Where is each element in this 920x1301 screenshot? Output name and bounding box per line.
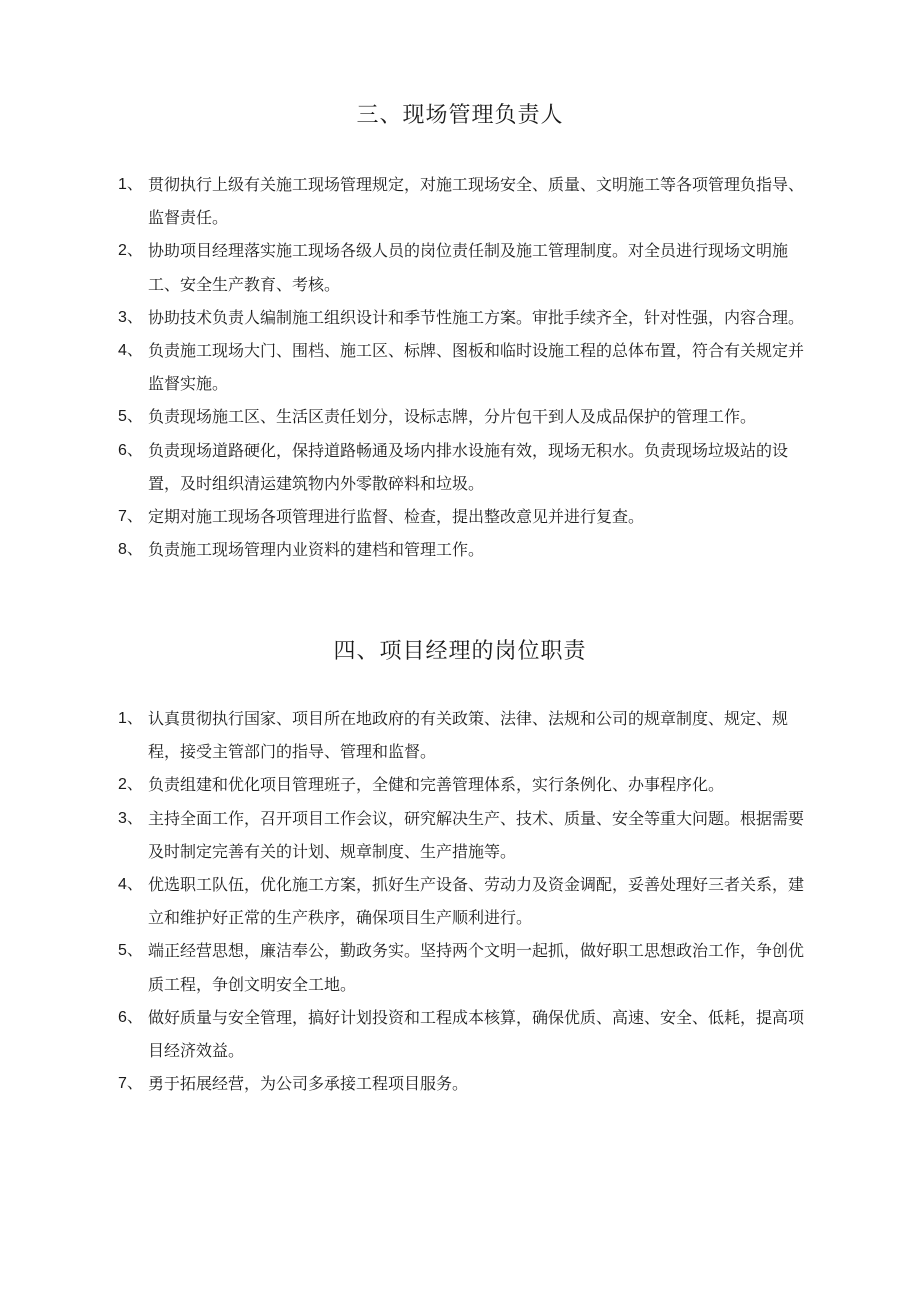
item-number: 7、 (118, 508, 143, 526)
list-item (118, 168, 818, 234)
list-item (118, 1067, 818, 1100)
item-text: 协助技术负责人编制施工组织设计和季节性施工方案。审批手续齐全，针对性强，内容合理。 (148, 307, 805, 327)
item-text: 负责组建和优化项目管理班子，全健和完善管理体系，实行条例化、办事程序化。 (148, 775, 725, 795)
list-item (118, 434, 818, 500)
item-number: 5、 (118, 942, 143, 960)
section-site-manager (0, 96, 920, 560)
list-item (118, 768, 818, 801)
item-number: 1、 (118, 176, 143, 193)
item-text: 优选职工队伍，优化施工方案，抓好生产设备、劳动力及资金调配，妥善处理好三者关系，建立和维护好正常的生产秩序，确保项目生产顺利进行。 (148, 875, 805, 928)
item-number: 7、 (118, 1075, 143, 1093)
item-text: 协助项目经理落实施工现场各级人员的岗位责任制及施工管理制度。对全员进行现场文明施工、安全生产教育、考核。 (148, 241, 789, 294)
section-title: 四、项目经理的岗位职责 (333, 639, 587, 664)
list-item (118, 702, 818, 768)
list-item (118, 533, 818, 566)
item-number: 4、 (118, 876, 143, 894)
item-text: 定期对施工现场各项管理进行监督、检查，提出整改意见并进行复查。 (148, 507, 645, 527)
item-text: 负责现场道路硬化，保持道路畅通及场内排水设施有效，现场无积水。负责现场垃圾站的设置，及时组织清运建筑物内外零散碎料和垃圾。 (148, 440, 789, 493)
section-project-manager (0, 632, 920, 1094)
duty-list (118, 168, 818, 566)
item-text: 做好质量与安全管理，搞好计划投资和工程成本核算，确保优质、高速、安全、低耗，提高项目经济效益。 (148, 1007, 805, 1061)
item-text: 负责现场施工区、生活区责任划分，设标志牌，分片包干到人及成品保护的管理工作。 (148, 407, 757, 427)
item-text: 端正经营思想，廉洁奉公，勤政务实。坚持两个文明一起抓，做好职工思想政治工作，争创优质工程，争创文明安全工地。 (148, 941, 805, 994)
item-text: 勇于拓展经营，为公司多承接工程项目服务。 (148, 1074, 469, 1094)
list-item (118, 301, 818, 334)
item-text: 负责施工现场大门、围档、施工区、标牌、图板和临时设施工程的总体布置，符合有关规定并监督实施。 (148, 341, 805, 394)
item-number: 1、 (118, 710, 143, 727)
item-number: 8、 (118, 541, 143, 559)
list-item (118, 400, 818, 433)
list-item (118, 1001, 818, 1067)
list-item (118, 334, 818, 400)
item-text: 贯彻执行上级有关施工现场管理规定，对施工现场安全、质量、文明施工等各项管理负指导、监督责任。 (148, 175, 805, 228)
list-item (118, 500, 818, 533)
list-item (118, 234, 818, 300)
duty-list (118, 702, 818, 1100)
item-number: 5、 (118, 408, 143, 426)
list-item (118, 802, 818, 868)
item-number: 2、 (118, 776, 143, 794)
list-item (118, 868, 818, 934)
item-number: 6、 (118, 1008, 143, 1026)
item-number: 3、 (118, 809, 143, 827)
item-text: 主持全面工作，召开项目工作会议，研究解决生产、技术、质量、安全等重大问题。根据需要及时制定完善有关的计划、规章制度、生产措施等。 (148, 808, 805, 861)
item-number: 2、 (118, 242, 143, 260)
item-text: 负责施工现场管理内业资料的建档和管理工作。 (148, 540, 485, 560)
item-number: 3、 (118, 308, 143, 326)
section-title: 三、现场管理负责人 (356, 103, 564, 128)
item-number: 4、 (118, 342, 143, 360)
item-number: 6、 (118, 441, 143, 459)
item-text: 认真贯彻执行国家、项目所在地政府的有关政策、法律、法规和公司的规章制度、规定、规程，接受主管部门的指导、管理和监督。 (148, 709, 789, 762)
list-item (118, 934, 818, 1000)
